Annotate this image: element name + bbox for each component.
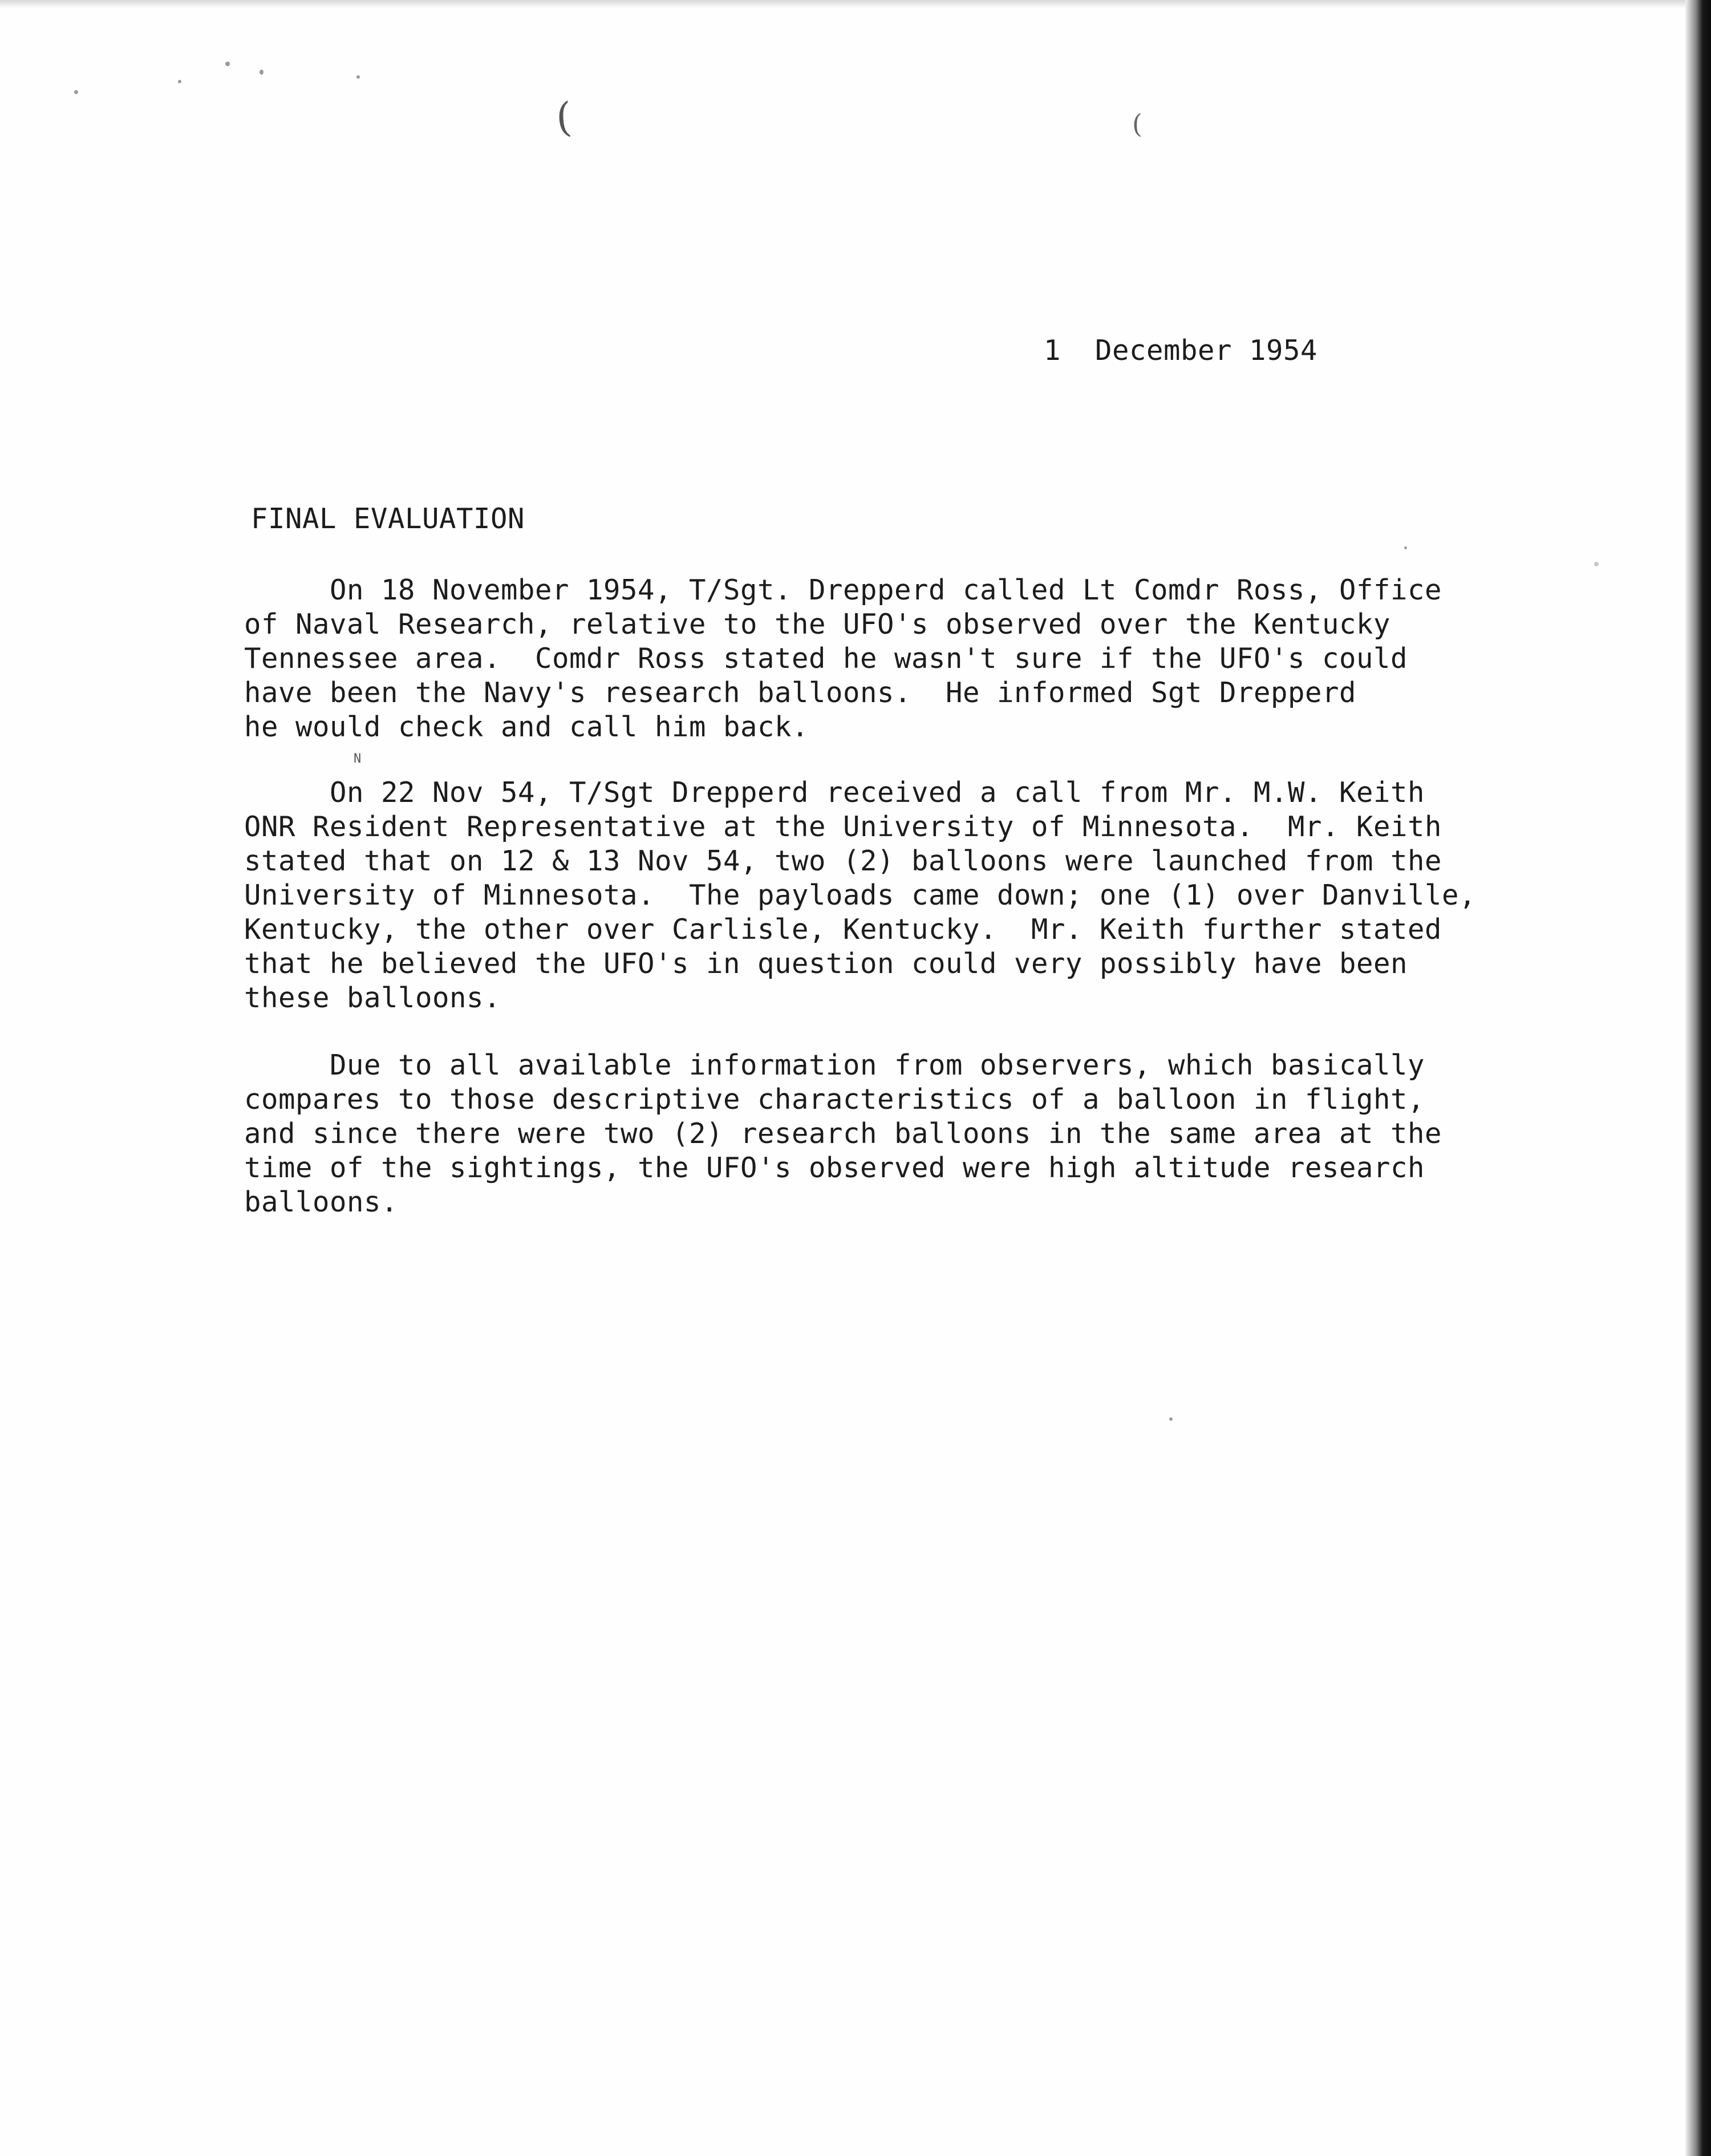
paragraph: Due to all available information from observers, which basically compares to those descriptive characteristics of a balloon in flight, and since there were two (2) research balloons in the same area at the time of the sightings, the UFO's observed were high altitude research balloons.: [244, 1049, 1442, 1218]
paragraph: On 18 November 1954, T/Sgt. Drepperd called Lt Comdr Ross, Office of Naval Research, relative to the UFO's observed over the Kentucky Tennessee area. Comdr Ross stated he wasn't sure if the UFO's could have been the Navy's research balloons. He informed Sgt Drepperd he would check and call him back.: [244, 574, 1442, 743]
scan-speck: [1404, 546, 1407, 549]
handwritten-mark: N: [354, 752, 362, 766]
scan-speck: [1594, 562, 1599, 566]
scan-top-edge: [0, 0, 1711, 8]
paren-mark: (: [554, 94, 574, 141]
scan-speck: [178, 80, 181, 83]
scan-speck: [356, 75, 360, 79]
document-date: 1 December 1954: [1044, 334, 1318, 367]
scan-right-edge: [1685, 0, 1711, 2156]
paren-mark: (: [1132, 108, 1142, 139]
scan-speck: [74, 90, 78, 94]
scan-speck: [260, 70, 263, 75]
scan-speck: [1169, 1417, 1173, 1421]
section-title: FINAL EVALUATION: [251, 502, 525, 535]
scan-speck: [225, 62, 230, 66]
paragraph: On 22 Nov 54, T/Sgt Drepperd received a call from Mr. M.W. Keith ONR Resident Representative at the University of Minnesota. Mr. Keith stated that on 12 & 13 Nov 54, two (2) balloons were launched from the University of Minnesota. The payloads came down; one (1) over Danville, Kentucky, the other over Carlisle, Kentucky. Mr. Keith further stated that he believed the UFO's in question could very possibly have been these balloons.: [244, 776, 1477, 1014]
